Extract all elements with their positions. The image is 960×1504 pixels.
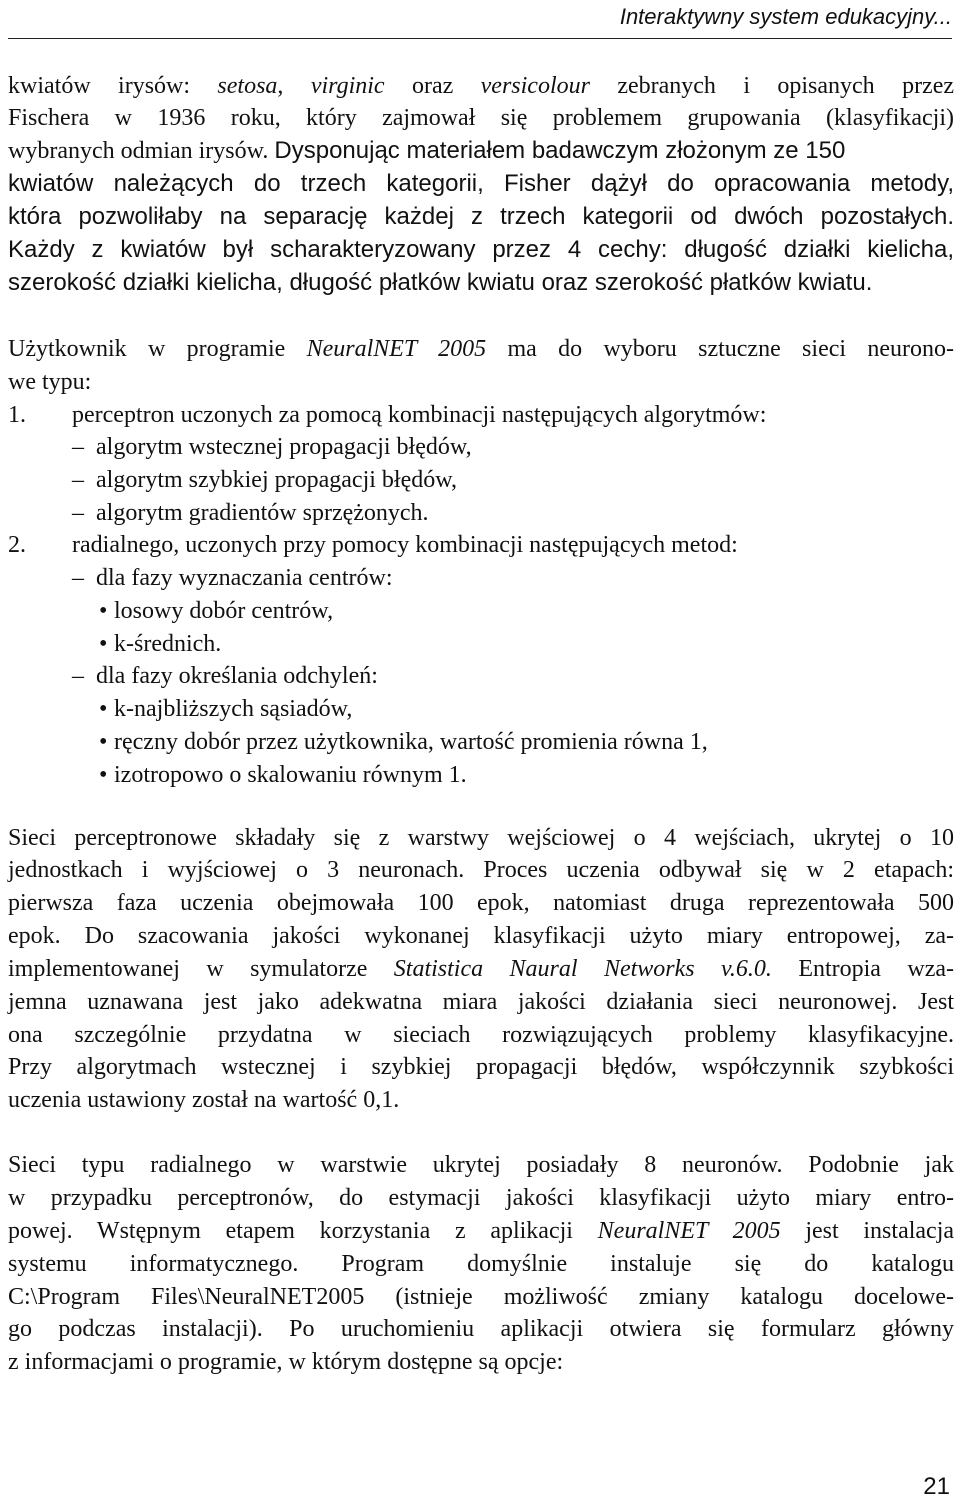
text-line: wybranych odmian irysów. Dysponując materiałem badawczym złożonym ze 150 — [8, 137, 846, 164]
text-line: kwiatów irysów: setosa, virginic oraz versicolour zebranych i opisanych przez — [8, 73, 955, 99]
bullet-marker: • — [99, 762, 108, 788]
text-line: Użytkownik w programie NeuralNET 2005 ma do wyboru sztuczne sieci neurono- — [8, 336, 955, 362]
text-line: C:\Program Files\NeuralNET2005 (istnieje możliwość zmiany katalogu docelowe- — [8, 1284, 954, 1310]
text-line: kwiatów należących do trzech kategorii, Fisher dążył do opracowania metody, — [8, 170, 954, 197]
text-line: z informacjami o programie, w którym dostępne są opcje: — [8, 1349, 564, 1375]
list-item: k-średnich. — [114, 631, 222, 657]
dash-marker: – — [72, 467, 84, 493]
bullet-marker: • — [99, 631, 108, 657]
text-line: ona szczególnie przydatna w sieciach rozwiązujących problemy klasyfikacyjne. — [8, 1022, 954, 1048]
list-item: losowy dobór centrów, — [114, 598, 334, 624]
dash-marker: – — [72, 565, 84, 591]
bullet-marker: • — [99, 598, 108, 624]
text-line: epok. Do szacowania jakości wykonanej klasyfikacji użyto miary entropowej, za- — [8, 923, 954, 949]
list-item: algorytm wstecznej propagacji błędów, — [96, 434, 472, 460]
text-line: Sieci typu radialnego w warstwie ukrytej posiadały 8 neuronów. Podobnie jak — [8, 1152, 954, 1178]
list-item: algorytm gradientów sprzężonych. — [96, 500, 429, 526]
dash-marker: – — [72, 434, 84, 460]
text-line: szerokość działki kielicha, długość płatków kwiatu oraz szerokość płatków kwiatu. — [8, 269, 873, 296]
text-line: pierwsza faza uczenia obejmowała 100 epok, natomiast druga reprezentowała 500 — [8, 890, 954, 916]
text-line: Każdy z kwiatów był scharakteryzowany przez 4 cechy: długość działki kielicha, — [8, 236, 954, 263]
text-line: implementowanej w symulatorze Statistica Naural Networks v.6.0. Entropia wza- — [8, 956, 954, 982]
text-line: uczenia ustawiony został na wartość 0,1. — [8, 1087, 400, 1113]
list-item: izotropowo o skalowaniu równym 1. — [114, 762, 467, 788]
text-line: systemu informatycznego. Program domyślnie instaluje się do katalogu — [8, 1251, 954, 1277]
header-rule — [8, 38, 952, 39]
text-line: w przypadku perceptronów, do estymacji jakości klasyfikacji użyto miary entro- — [8, 1185, 954, 1211]
list-item: dla fazy określania odchyleń: — [96, 663, 378, 689]
text-line: jemna uznawana jest jako adekwatna miara jakości działania sieci neuronowej. Jest — [8, 989, 954, 1015]
list-item: dla fazy wyznaczania centrów: — [96, 565, 393, 591]
page-number: 21 — [923, 1473, 950, 1500]
bullet-marker: • — [99, 696, 108, 722]
text-line: która pozwoliłaby na separację każdej z trzech kategorii od dwóch pozostałych. — [8, 203, 954, 230]
list-item: k-najbliższych sąsiadów, — [114, 696, 353, 722]
list-item: algorytm szybkiej propagacji błędów, — [96, 467, 458, 493]
list-item: radialnego, uczonych przy pomocy kombinacji następujących metod: — [72, 532, 738, 558]
text-line: Fischera w 1936 roku, który zajmował się problemem grupowania (klasyfikacji) — [8, 105, 954, 131]
text-line: go podczas instalacji). Po uruchomieniu aplikacji otwiera się formularz główny — [8, 1316, 954, 1342]
dash-marker: – — [72, 500, 84, 526]
text-line: we typu: — [8, 369, 92, 395]
header-title: Interaktywny system edukacyjny... — [619, 4, 952, 29]
dash-marker: – — [72, 663, 84, 689]
list-item: ręczny dobór przez użytkownika, wartość promienia równa 1, — [114, 729, 708, 755]
text-line: powej. Wstępnym etapem korzystania z aplikacji NeuralNET 2005 jest instalacja — [8, 1218, 955, 1244]
text-line: Sieci perceptronowe składały się z warstwy wejściowej o 4 wejściach, ukrytej o 10 — [8, 825, 954, 851]
list-number: 1. — [8, 402, 26, 428]
text-line: jednostkach i wyjściowej o 3 neuronach. Proces uczenia odbywał się w 2 etapach: — [8, 857, 954, 883]
text-line: Przy algorytmach wstecznej i szybkiej propagacji błędów, współczynnik szybkości — [8, 1054, 954, 1080]
list-number: 2. — [8, 532, 26, 558]
bullet-marker: • — [99, 729, 108, 755]
list-item: perceptron uczonych za pomocą kombinacji następujących algorytmów: — [72, 402, 767, 428]
